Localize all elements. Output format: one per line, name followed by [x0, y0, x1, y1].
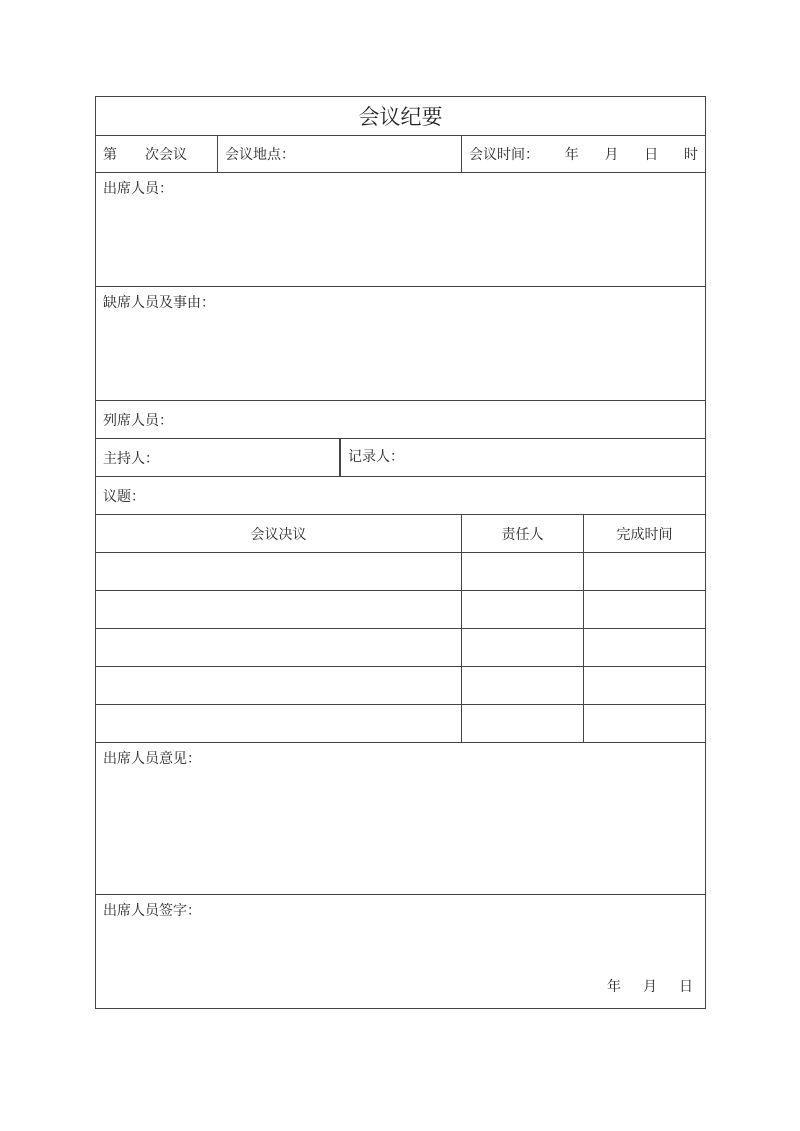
column-header-completion-time: 完成时间 — [616, 526, 673, 543]
signature-date — [607, 976, 693, 996]
decision-cell[interactable] — [96, 629, 462, 667]
decision-cell[interactable] — [96, 667, 462, 705]
table-row — [96, 705, 706, 743]
table-row — [96, 591, 706, 629]
session-number-cell[interactable] — [96, 136, 218, 173]
recorder-field[interactable] — [340, 439, 706, 477]
page-title: 会议纪要 — [358, 105, 443, 129]
responsible-cell[interactable] — [462, 629, 584, 667]
decisions-column-header — [96, 515, 462, 553]
host-label: 主持人： — [103, 450, 159, 467]
recorder-divider — [340, 439, 698, 476]
meeting-time-row — [469, 144, 698, 164]
signature-date-day: 日 — [679, 979, 694, 995]
absentees-field[interactable] — [96, 287, 706, 401]
responsible-cell[interactable] — [462, 705, 584, 743]
responsible-column-header — [462, 515, 584, 553]
decision-cell[interactable] — [96, 591, 462, 629]
signature-field[interactable] — [96, 895, 706, 1009]
completion-time-column-header — [584, 515, 706, 553]
decisions-header-row — [96, 515, 706, 553]
topic-field[interactable] — [96, 477, 706, 515]
responsible-cell[interactable] — [462, 667, 584, 705]
column-header-responsible: 责任人 — [501, 526, 544, 543]
meeting-minutes-form — [95, 96, 705, 1009]
signature-date-year: 年 — [607, 979, 622, 995]
completion-time-cell[interactable] — [584, 667, 706, 705]
form-table — [95, 96, 706, 1009]
decision-cell[interactable] — [96, 553, 462, 591]
meeting-time-year: 年 — [564, 147, 579, 163]
responsible-cell[interactable] — [462, 553, 584, 591]
column-header-decision: 会议决议 — [250, 526, 307, 543]
meeting-location-label: 会议地点： — [225, 147, 295, 163]
completion-time-cell[interactable] — [584, 629, 706, 667]
signature-date-month: 月 — [643, 979, 658, 995]
table-row — [96, 629, 706, 667]
responsible-cell[interactable] — [462, 591, 584, 629]
opinions-field[interactable] — [96, 743, 706, 895]
observers-field[interactable] — [96, 401, 706, 439]
absentees-label: 缺席人员及事由： — [103, 295, 215, 311]
table-row — [96, 667, 706, 705]
table-row — [96, 553, 706, 591]
recorder-label: 记录人： — [348, 449, 404, 465]
meeting-time-cell[interactable] — [462, 136, 706, 173]
observers-label: 列席人员： — [103, 412, 173, 429]
meeting-time-hour: 时 — [684, 147, 698, 163]
completion-time-cell[interactable] — [584, 591, 706, 629]
completion-time-cell[interactable] — [584, 553, 706, 591]
session-prefix-label: 第 — [103, 147, 117, 163]
opinions-label: 出席人员意见： — [103, 751, 201, 767]
attendees-field[interactable] — [96, 173, 706, 287]
meeting-location-cell[interactable] — [218, 136, 462, 173]
attendees-label: 出席人员： — [103, 181, 173, 197]
signature-label: 出席人员签字： — [103, 903, 201, 919]
session-suffix-label: 次会议 — [145, 147, 187, 163]
host-field[interactable] — [96, 439, 340, 477]
topic-label: 议题： — [103, 488, 145, 505]
decision-cell[interactable] — [96, 705, 462, 743]
meeting-time-day: 日 — [644, 147, 659, 163]
form-title — [96, 97, 706, 136]
meeting-time-month: 月 — [604, 147, 619, 163]
meeting-time-label: 会议时间： — [469, 147, 539, 163]
completion-time-cell[interactable] — [584, 705, 706, 743]
